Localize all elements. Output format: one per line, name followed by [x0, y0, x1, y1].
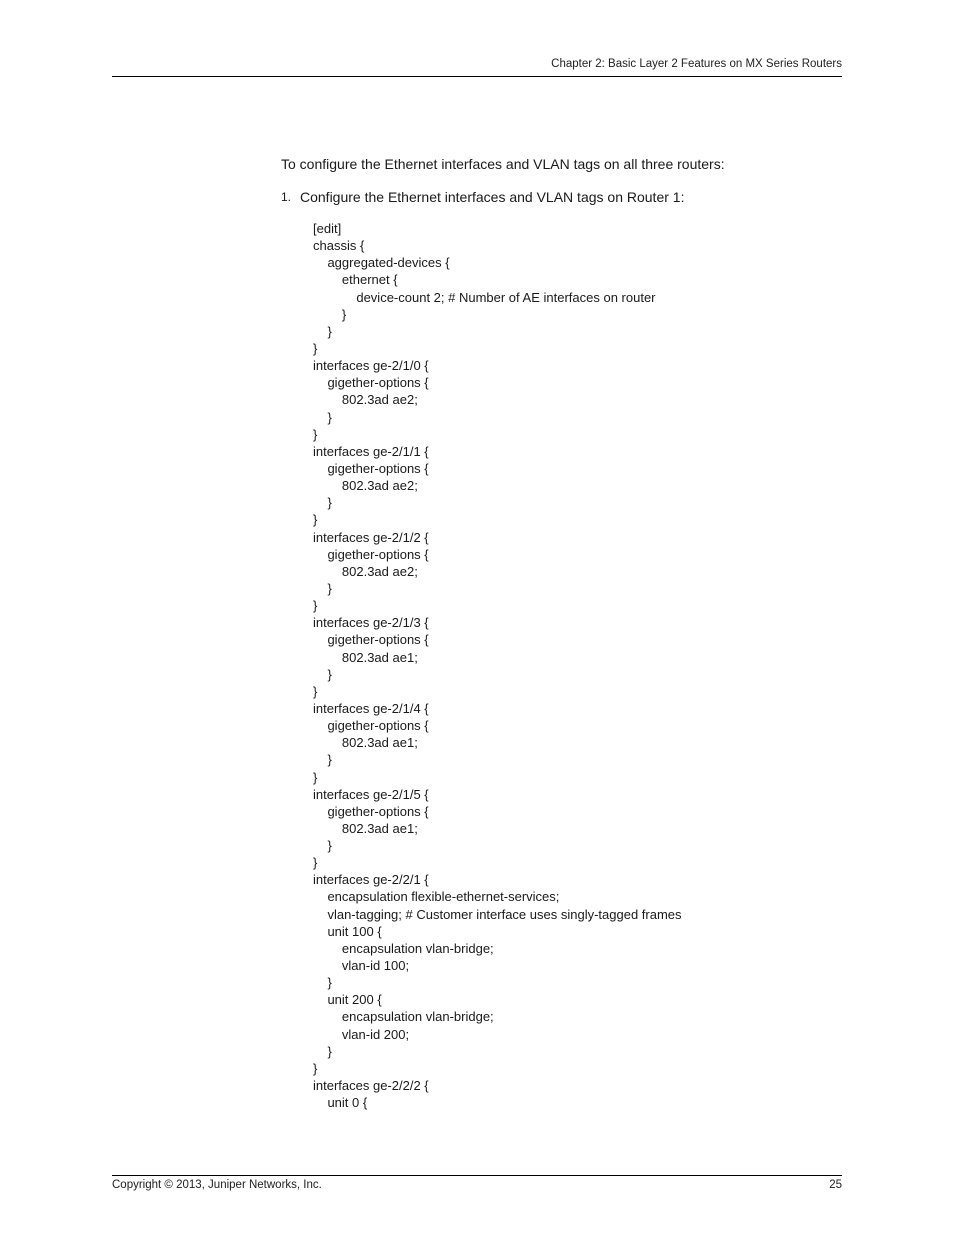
code-line: gigether-options {	[313, 632, 429, 648]
running-title: Chapter 2: Basic Layer 2 Features on MX Series Routers	[551, 58, 842, 70]
code-line: encapsulation flexible-ethernet-services;	[313, 889, 560, 905]
code-line: encapsulation vlan-bridge;	[313, 1009, 494, 1025]
code-line: interfaces ge-2/1/5 {	[313, 786, 429, 802]
code-line: interfaces ge-2/1/1 {	[313, 443, 429, 459]
code-block	[313, 220, 682, 1111]
code-line: 802.3ad ae2;	[313, 478, 418, 494]
code-line: }	[313, 855, 318, 871]
code-line: interfaces ge-2/2/2 {	[313, 1078, 429, 1094]
code-line: }	[313, 323, 332, 339]
code-line: }	[313, 426, 318, 442]
code-line: gigether-options {	[313, 718, 429, 734]
code-line: }	[313, 598, 318, 614]
code-line: interfaces ge-2/2/1 {	[313, 872, 429, 888]
code-line: vlan-id 100;	[313, 958, 410, 974]
code-line: }	[313, 975, 332, 991]
code-line: 802.3ad ae1;	[313, 649, 418, 665]
code-line: 802.3ad ae1;	[313, 820, 418, 836]
code-line: chassis {	[313, 238, 365, 254]
step-number: 1.	[281, 190, 292, 204]
code-line: }	[313, 1043, 332, 1059]
code-line: vlan-tagging; # Customer interface uses singly-tagged frames	[313, 906, 682, 922]
code-line: unit 100 {	[313, 923, 382, 939]
code-line: unit 200 {	[313, 992, 382, 1008]
code-line: unit 0 {	[313, 1095, 368, 1111]
code-line: }	[313, 838, 332, 854]
code-line: ethernet {	[313, 272, 398, 288]
code-line: }	[313, 409, 332, 425]
code-line: gigether-options {	[313, 460, 429, 476]
code-line: device-count 2; # Number of AE interfaces on router	[313, 289, 656, 305]
page-header	[112, 56, 842, 77]
code-line: vlan-id 200;	[313, 1026, 410, 1042]
code-line: encapsulation vlan-bridge;	[313, 940, 494, 956]
code-line: }	[313, 495, 332, 511]
code-line: }	[313, 340, 318, 356]
code-line: 802.3ad ae2;	[313, 392, 418, 408]
code-line: gigether-options {	[313, 803, 429, 819]
code-line: interfaces ge-2/1/3 {	[313, 615, 429, 631]
code-line: interfaces ge-2/1/0 {	[313, 358, 429, 374]
code-line: }	[313, 666, 332, 682]
code-line: aggregated-devices {	[313, 255, 450, 271]
code-line: interfaces ge-2/1/4 {	[313, 700, 429, 716]
copyright-notice: Copyright © 2013, Juniper Networks, Inc.	[112, 1179, 322, 1191]
code-line: }	[313, 683, 318, 699]
code-line: }	[313, 580, 332, 596]
code-line: 802.3ad ae1;	[313, 735, 418, 751]
intro-paragraph: To configure the Ethernet interfaces and VLAN tags on all three routers:	[281, 156, 725, 172]
code-line: }	[313, 306, 347, 322]
code-line: }	[313, 769, 318, 785]
code-line: }	[313, 512, 318, 528]
step-text: Configure the Ethernet interfaces and VLAN tags on Router 1:	[300, 189, 685, 205]
code-line: gigether-options {	[313, 546, 429, 562]
code-line: [edit]	[313, 221, 342, 236]
page-footer	[112, 1175, 842, 1196]
code-line: interfaces ge-2/1/2 {	[313, 529, 429, 545]
code-line: }	[313, 1060, 318, 1076]
code-line: 802.3ad ae2;	[313, 563, 418, 579]
page-number: 25	[829, 1179, 842, 1191]
code-line: gigether-options {	[313, 375, 429, 391]
code-line: }	[313, 752, 332, 768]
